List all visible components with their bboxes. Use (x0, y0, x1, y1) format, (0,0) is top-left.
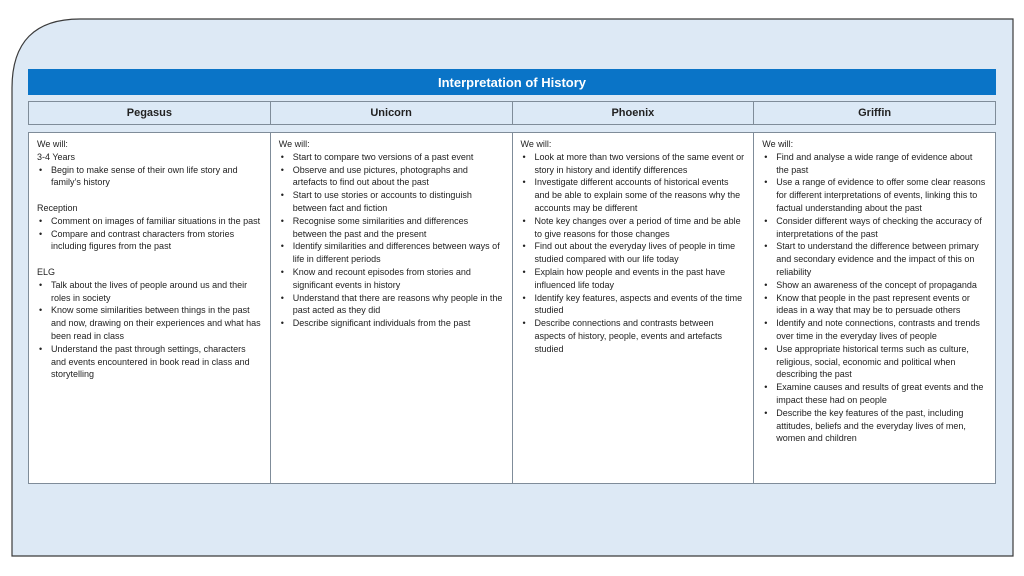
list-item: • Show an awareness of the concept of propaganda (762, 279, 987, 292)
bullet-list (37, 279, 262, 381)
column-intro: We will: (520, 139, 552, 149)
bullet-list (37, 215, 262, 253)
list-item: • Examine causes and results of great events and the impact these had on people (762, 381, 987, 407)
header-griffin: Griffin (858, 107, 892, 119)
list-item: • Find and analyse a wide range of evidence about the past (762, 151, 987, 177)
list-item: • Talk about the lives of people around us and their roles in society (37, 279, 262, 305)
header-pegasus: Pegasus (29, 102, 271, 124)
column-intro: We will: (278, 139, 310, 149)
column-intro: We will: (762, 139, 794, 149)
list-item: • Start to compare two versions of a past event (279, 151, 504, 164)
list-item: • Consider different ways of checking the accuracy of interpretations of the past (762, 215, 987, 241)
list-item: • Use a range of evidence to offer some clear reasons for different interpretations of events, linking this to factual understanding about the past (762, 176, 987, 214)
list-item: • Know and recount episodes from stories and significant events in history (279, 266, 504, 292)
bullet-list (762, 151, 987, 445)
header-unicorn: Unicorn (271, 102, 513, 124)
section-title: ELG (37, 266, 56, 277)
list-item: • Note key changes over a period of time and be able to give reasons for those changes (521, 215, 746, 241)
list-item: • Identify similarities and differences between ways of life in different periods (279, 240, 504, 266)
column-pegasus (29, 133, 271, 483)
list-item: • Identify and note connections, contrasts and trends over time in the everyday lives of people (762, 317, 987, 343)
list-item: • Begin to make sense of their own life story and family’s history (37, 164, 262, 190)
list-item: • Observe and use pictures, photographs and artefacts to find out about the past (279, 164, 504, 190)
list-item: • Understand that there are reasons why people in the past acted as they did (279, 292, 504, 318)
header-phoenix: Phoenix (513, 102, 755, 124)
list-item: • Start to understand the difference between primary and secondary evidence and the impact of this on reliability (762, 240, 987, 278)
column-phoenix (513, 133, 755, 483)
list-item: • Comment on images of familiar situations in the past (37, 215, 262, 228)
page-title: Interpretation of History (28, 69, 996, 95)
list-item: • Know some similarities between things in the past and now, drawing on their experiences and what has been read in class (37, 304, 262, 342)
list-item: • Compare and contrast characters from stories including figures from the past (37, 228, 262, 254)
list-item: • Know that people in the past represent events or ideas in a way that may be to persuade others (762, 292, 987, 318)
list-item: • Find out about the everyday lives of people in time studied compared with our life today (521, 240, 746, 266)
bullet-list (37, 164, 262, 190)
list-item: • Understand the past through settings, characters and events encountered in book read in class and storytelling (37, 343, 262, 381)
content-row (28, 132, 996, 484)
list-item: • Describe significant individuals from the past (279, 317, 504, 330)
bullet-list (521, 151, 746, 356)
column-unicorn (271, 133, 513, 483)
bullet-list (279, 151, 504, 330)
section-title: Reception (37, 202, 78, 213)
list-item: • Use appropriate historical terms such as culture, religious, social, economic and political when describing the past (762, 343, 987, 381)
list-item: • Start to use stories or accounts to distinguish between fact and fiction (279, 189, 504, 215)
list-item: • Describe connections and contrasts between aspects of history, people, events and artefacts studied (521, 317, 746, 355)
list-item: • Recognise some similarities and differences between the past and the present (279, 215, 504, 241)
list-item: • Describe the key features of the past, including attitudes, beliefs and the everyday lives of men, women and children (762, 407, 987, 445)
list-item: • Identify key features, aspects and events of the time studied (521, 292, 746, 318)
list-item: • Explain how people and events in the past have influenced life today (521, 266, 746, 292)
group-header-row (28, 101, 996, 125)
section-title: 3-4 Years (37, 151, 76, 162)
list-item: • Investigate different accounts of historical events and be able to explain some of the reasons why the accounts may be different (521, 176, 746, 214)
column-intro: We will: (37, 139, 68, 149)
column-griffin (754, 133, 995, 483)
list-item: • Look at more than two versions of the same event or story in history and identify differences (521, 151, 746, 177)
